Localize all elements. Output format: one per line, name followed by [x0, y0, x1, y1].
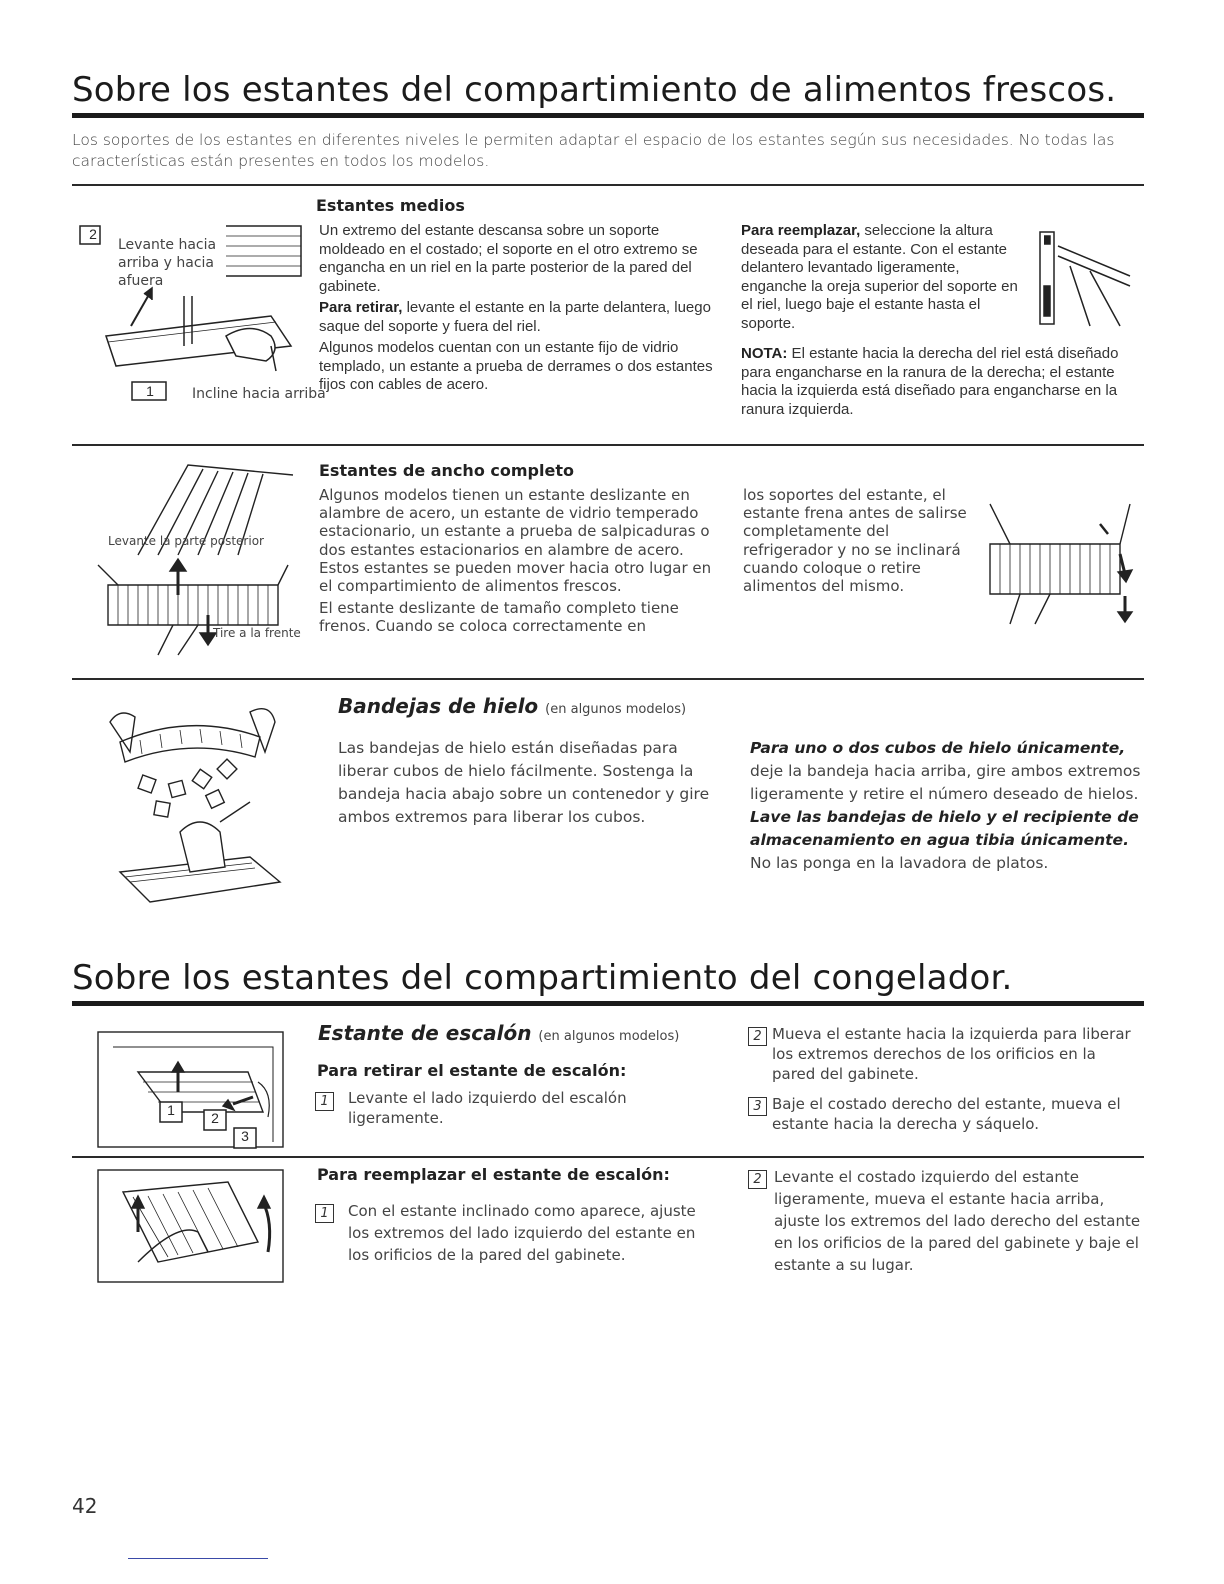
section-title-freezer: Sobre los estantes del compartimiento del congelador.: [72, 958, 1013, 998]
full-width-p2: El estante deslizante de tamaño completo tiene frenos. Cuando se coloca correctamente en: [319, 599, 679, 636]
step-1-number: 1: [146, 383, 154, 399]
replace-step-1: Con el estante inclinado como aparece, ajuste los extremos del lado izquierdo del estante en los orificios de la pared del gabinete.: [348, 1202, 696, 1264]
step-shelf-removal-illustration: [78, 1022, 308, 1157]
remove-step-3: Baje el costado derecho del estante, mueva el estante hacia la derecha y sáquelo.: [772, 1095, 1121, 1133]
step-2-badge: 2: [748, 1027, 767, 1046]
fig-step-1: 1: [167, 1102, 175, 1118]
ice-trays-heading: [338, 694, 686, 718]
replace-text: seleccione la altura deseada para el estante. Con el estante delantero levantado ligeramente, enganche la oreja superior del soporte en el riel, luego baje el estante hasta el soporte.: [741, 222, 1018, 332]
ice-dishwasher-text: No las ponga en la lavadora de platos.: [750, 854, 1049, 872]
divider: [72, 184, 1144, 186]
middle-shelves-col1: [319, 222, 719, 395]
middle-shelves-p3: Algunos modelos cuentan con un estante fijo de vidrio templado, un estante a prueba de derrames o dos estantes fijos con cables de acero.: [319, 339, 713, 393]
divider: [72, 1156, 1144, 1158]
ice-tray-illustration: [80, 682, 310, 922]
replace-step-2-badge: 2: [748, 1170, 767, 1189]
step-shelf-replace-illustration: [78, 1162, 308, 1292]
sliding-shelf-illustration: [980, 484, 1144, 634]
remove-step-2: Mueva el estante hacia la izquierda para liberar los extremos derechos de los orificios en la pared del gabinete.: [772, 1025, 1131, 1083]
replace-step-2: Levante el costado izquierdo del estante ligeramente, mueva el estante hacia arriba, ajuste los extremos del lado derecho del estante en los orificios de la pared del gabinete y baje el estante a su lugar.: [774, 1168, 1141, 1274]
middle-shelves-replace: [741, 222, 1021, 333]
lift-back-label: Levante la parte posterior: [108, 534, 264, 548]
divider: [72, 444, 1144, 446]
fig-step-2: 2: [211, 1110, 219, 1126]
intro-text: Los soportes de los estantes en diferentes niveles le permiten adaptar el espacio de los estantes según sus necesidades. No todas las características están presentes en todos los modelos.: [72, 131, 1115, 170]
replace-step-1-badge: 1: [315, 1204, 334, 1223]
step-2-number: 2: [89, 226, 97, 242]
remove-step-1: Levante el lado izquierdo del escalón ligeramente.: [348, 1089, 627, 1127]
step-1-label: Incline hacia arriba: [192, 386, 326, 402]
pull-front-label: Tire a la frente: [213, 626, 301, 640]
page-number: 42: [72, 1494, 98, 1518]
middle-shelf-illustration: [76, 196, 306, 416]
step-shelf-title: Estante de escalón: [318, 1021, 532, 1045]
replace-step-shelf-heading: Para reemplazar el estante de escalón:: [317, 1165, 670, 1184]
middle-shelves-remove: [319, 299, 719, 336]
ice-wash-label: Lave las bandejas de hielo y el recipiente de almacenamiento en agua tibia únicamente.: [750, 808, 1139, 849]
remove-label: Para retirar,: [319, 299, 403, 316]
ice-one-two-label: Para uno o dos cubos de hielo únicamente,: [750, 739, 1126, 757]
divider: [72, 678, 1144, 680]
title-rule: [72, 113, 1144, 118]
step-2-label: Levante hacia arriba y hacia afuera: [118, 237, 217, 289]
note-text: El estante hacia la derecha del riel está diseñado para engancharse en la ranura de la derecha; el estante hacia la izquierda está diseñado para engancharse en la ranura izquierda.: [741, 345, 1119, 418]
ice-trays-p2: [750, 737, 1142, 875]
ice-one-two-text: deje la bandeja hacia arriba, gire ambos extremos ligeramente y retire el número deseado de hielos.: [750, 762, 1141, 803]
note-label: NOTA:: [741, 345, 788, 362]
full-width-heading: Estantes de ancho completo: [319, 461, 574, 480]
middle-shelves-p1: Un extremo del estante descansa sobre un soporte moldeado en el costado; el soporte en el otro extremo se engancha en un riel en la parte posterior de la pared del gabinete.: [319, 222, 698, 295]
full-width-p3: los soportes del estante, el estante frena antes de salirse completamente del refrigerador y no se inclinará cuando coloque o retire alimentos del mismo.: [743, 486, 967, 596]
full-width-p1: Algunos modelos tienen un estante deslizante en alambre de acero, un estante de vidrio temperado estacionario, un estante a prueba de salpicaduras o dos estantes estacionarios en alambre de acero. Estos estantes se pueden mover hacia otro lugar en el compartimiento de alimentos frescos.: [319, 486, 712, 596]
bracket-illustration: [1030, 226, 1140, 336]
step-1-badge: 1: [315, 1092, 334, 1111]
step-shelf-heading: [318, 1021, 679, 1045]
step-3-badge: 3: [748, 1097, 767, 1116]
ice-trays-title: Bandejas de hielo: [338, 694, 539, 718]
remove-step-shelf-heading: Para retirar el estante de escalón:: [317, 1061, 627, 1080]
fig-step-3: 3: [241, 1128, 249, 1144]
middle-shelves-note: [741, 345, 1141, 419]
title-rule: [72, 1001, 1144, 1006]
footer-rule: [128, 1558, 268, 1559]
section-title-fresh-food: Sobre los estantes del compartimiento de alimentos frescos.: [72, 70, 1117, 110]
middle-shelves-heading: Estantes medios: [316, 196, 465, 215]
ice-trays-note: (en algunos modelos): [545, 702, 687, 717]
full-width-col1: [319, 486, 719, 636]
ice-trays-p1: Las bandejas de hielo están diseñadas para liberar cubos de hielo fácilmente. Sostenga la bandeja hacia abajo sobre un contenedor y gire ambos extremos para liberar los cubos.: [338, 739, 710, 826]
step-shelf-note: (en algunos modelos): [538, 1029, 680, 1044]
remove-text: levante el estante en la parte delantera, luego saque del soporte y fuera del riel.: [319, 299, 711, 335]
replace-label: Para reemplazar,: [741, 222, 861, 239]
